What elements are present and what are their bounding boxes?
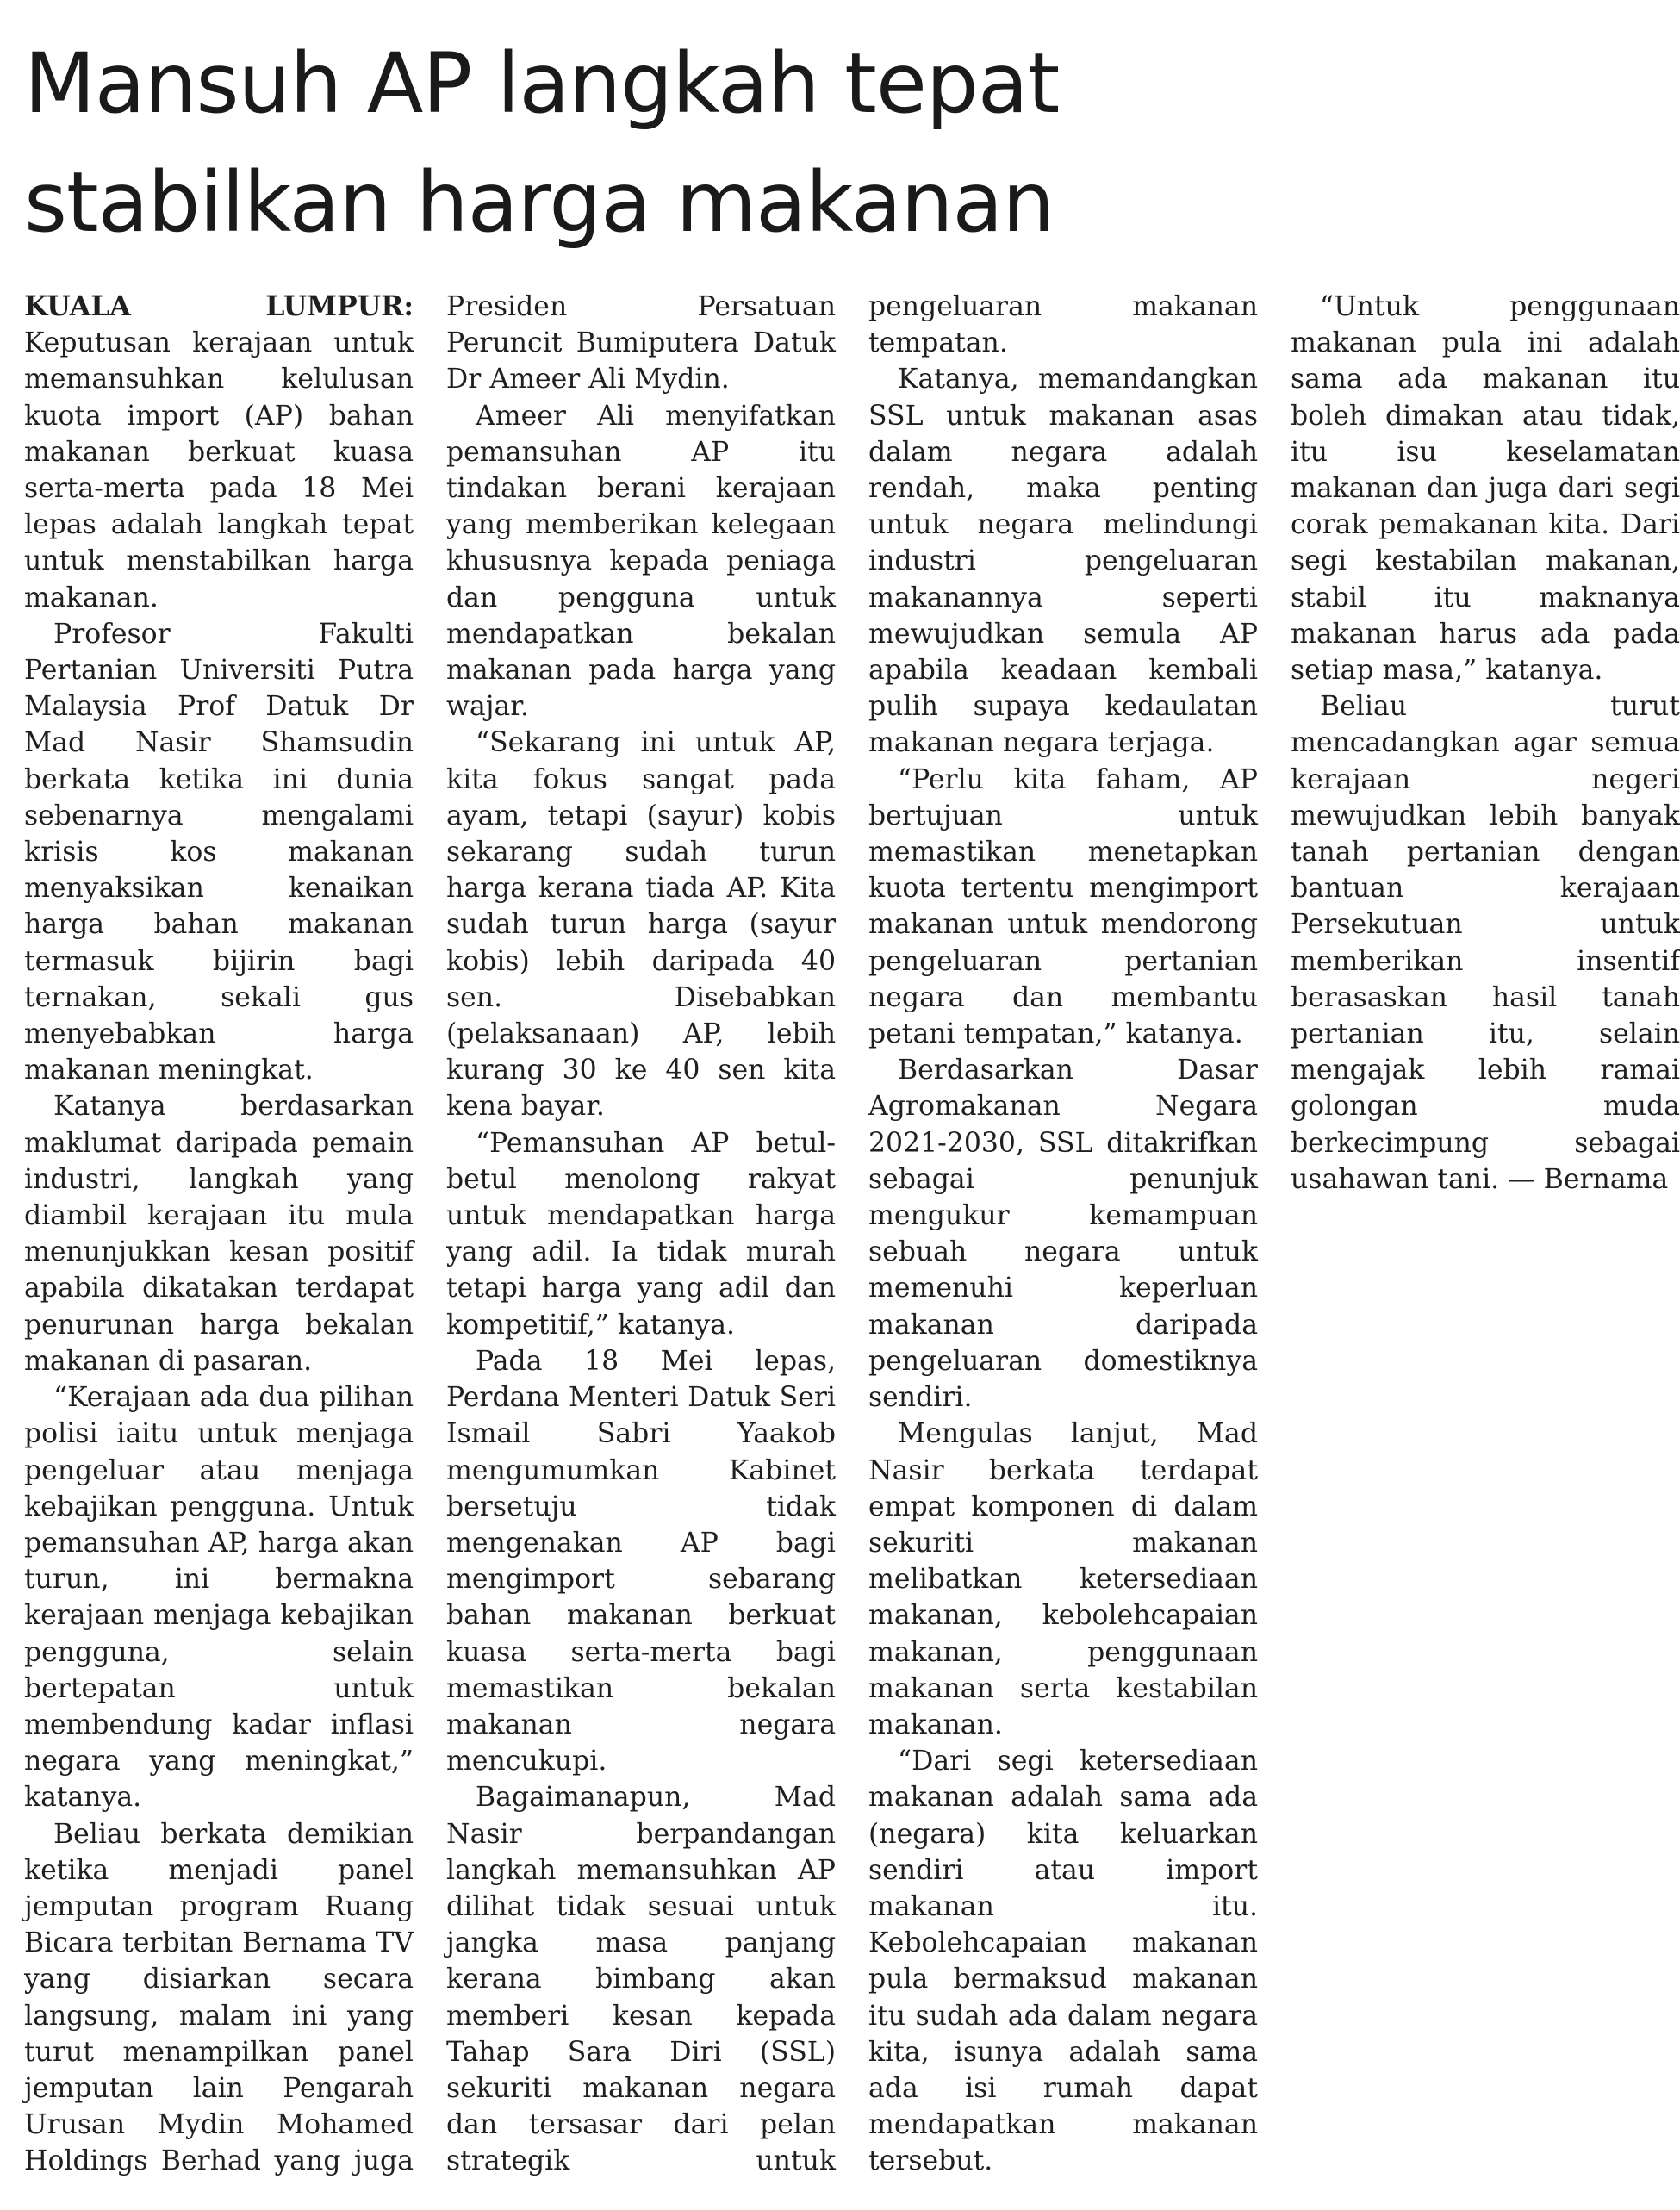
article-paragraph: Katanya berdasarkan maklumat daripada pemain industri, langkah yang diambil kerajaan itu mula menunjukkan kesan positif apabila dikatakan terdapat penurunan harga bekalan makanan di pasaran. (24, 1091, 414, 1377)
news-agency-credit: — Bernama (1508, 1163, 1669, 1195)
dateline: KUALA LUMPUR: (24, 290, 414, 322)
article-paragraph: “Kerajaan ada dua pilihan polisi iaitu untuk menjaga pengeluar atau menjaga kebajikan pengguna. Untuk pemansuhan AP, harga akan turun, ini bermakna kerajaan menjaga kebajikan pengguna, selain bertepatan untuk membendung kadar inflasi negara yang meningkat,” katanya. (24, 1382, 414, 1814)
article-paragraph: Berdasarkan Dasar Agromakanan Negara 2021-2030, SSL ditakrifkan sebagai penunjuk mengukur kemampuan sebuah negara untuk memenuhi keperluan makanan daripada pengeluaran domestiknya sendiri. (868, 1055, 1258, 1414)
article-paragraph (1291, 688, 1680, 1198)
article-paragraph (24, 289, 414, 616)
article-paragraph: Ameer Ali menyifatkan pemansuhan AP itu tindakan berani kerajaan yang memberikan kelegaan khususnya kepada peniaga dan pengguna untuk mendapatkan bekalan makanan pada harga yang wajar. (446, 400, 836, 723)
article-paragraph: “Perlu kita faham, AP bertujuan untuk memastikan menetapkan kuota tertentu mengimport makanan untuk mendorong pengeluaran pertanian negara dan membantu petani tempatan,” katanya. (868, 763, 1258, 1050)
paragraph-text: Beliau turut mencadangkan agar semua kerajaan negeri mewujudkan lebih banyak tanah pertanian dengan bantuan kerajaan Persekutuan untuk memberikan insentif berasaskan hasil tanah pertanian itu, selain mengajak lebih ramai golongan muda berkecimpung sebagai usahawan tani. (1291, 691, 1680, 1195)
article-paragraph: “Untuk penggunaan makanan pula ini adalah sama ada makanan itu boleh dimakan atau tidak, itu isu keselamatan makanan dan juga dari segi corak pemakanan kita. Dari segi kestabilan makanan, stabil itu maknanya makanan harus ada pada setiap masa,” katanya. (1291, 291, 1680, 687)
article-body (24, 289, 1680, 2197)
article-paragraph: “Pemansuhan AP betul-betul menolong rakyat untuk mendapatkan harga yang adil. Ia tidak murah tetapi harga yang adil dan kompetitif,” katanya. (446, 1127, 836, 1341)
article-paragraph: “Sekarang ini untuk AP, kita fokus sangat pada ayam, tetapi (sayur) kobis sekarang sudah turun harga kerana tiada AP. Kita sudah turun harga (sayur kobis) lebih daripada 40 sen. Disebabkan (pelaksanaan) AP, lebih kurang 30 ke 40 sen kita kena bayar. (446, 727, 836, 1123)
article-paragraph: Pada 18 Mei lepas, Perdana Menteri Datuk Seri Ismail Sabri Yaakob mengumumkan Kabinet bersetuju tidak mengenakan AP bagi mengimport sebarang bahan makanan berkuat kuasa serta-merta bagi memastikan bekalan makanan negara mencukupi. (446, 1345, 836, 1777)
article-paragraph: Profesor Fakulti Pertanian Universiti Putra Malaysia Prof Datuk Dr Mad Nasir Shamsudin berkata ketika ini dunia sebenarnya mengalami krisis kos makanan menyaksikan kenaikan harga bahan makanan termasuk bijirin bagi ternakan, sekali gus menyebabkan harga makanan meningkat. (24, 618, 414, 1086)
article-paragraph: Katanya, memandangkan SSL untuk makanan asas dalam negara adalah rendah, maka penting untuk negara melindungi industri pengeluaran makanannya seperti mewujudkan semula AP apabila keadaan kembali pulih supaya kedaulatan makanan negara terjaga. (868, 364, 1258, 759)
paragraph-text: Keputusan kerajaan untuk memansuhkan kelulusan kuota import (AP) bahan makanan berkuat kuasa serta-merta pada 18 Mei lepas adalah langkah tepat untuk menstabilkan harga makanan. (24, 327, 414, 613)
article-paragraph: Beliau berkata demikian ketika menjadi panel jemputan program Ruang Bicara terbitan Bernama TV yang disiarkan secara langsung, malam ini yang turut menampilkan panel jemputan lain Pengarah Urusan Mydin Mohamed Holdings Berhad yang juga Presiden Persatuan Peruncit Bumiputera Datuk Dr Ameer Ali Mydin. (24, 291, 836, 2177)
article-paragraph: Mengulas lanjut, Mad Nasir berkata terdapat empat komponen di dalam sekuriti makanan melibatkan ketersediaan makanan, kebolehcapaian makanan, penggunaan makanan serta kestabilan makanan. (868, 1418, 1258, 1740)
article-headline (24, 24, 1258, 262)
article-paragraph: “Dari segi ketersediaan makanan adalah sama ada (negara) kita keluarkan sendiri atau import makanan itu. Kebolehcapaian makanan pula bermaksud makanan itu sudah ada dalam negara kita, isunya adalah sama ada isi rumah dapat mendapatkan makanan tersebut. (868, 1746, 1258, 2177)
headline-line-1: Mansuh AP langkah tepat (24, 35, 1060, 132)
headline-line-2: stabilkan harga makanan (24, 154, 1055, 251)
article-paragraph: Bagaimanapun, Mad Nasir berpandangan langkah memansuhkan AP dilihat tidak sesuai untuk jangka masa panjang kerana bimbang akan memberi kesan kepada Tahap Sara Diri (SSL) sekuriti makanan negara dan tersasar dari pelan strategik untuk pengeluaran makanan tempatan. (446, 291, 1258, 2177)
